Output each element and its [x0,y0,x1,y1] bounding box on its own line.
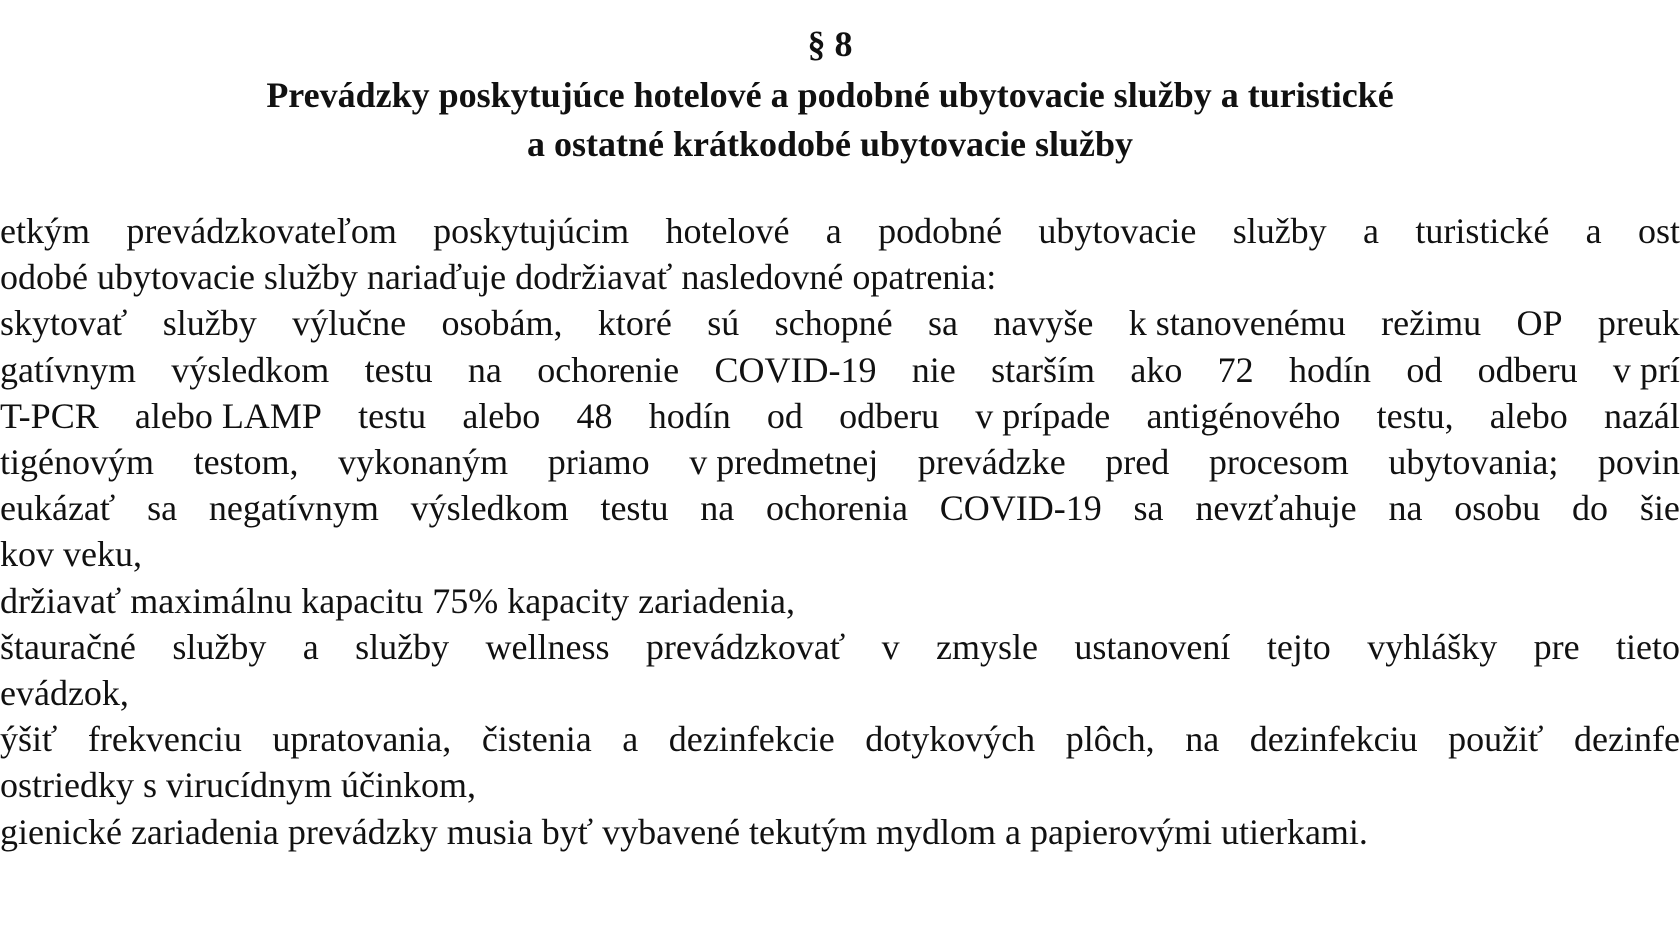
body-word: ochorenie [537,349,680,390]
body-word: ustanovení [1074,626,1231,667]
body-word: ubytovania; [1388,442,1559,482]
body-word: testu [600,488,669,529]
body-word: alebo [462,395,541,436]
body-word: tejto [1266,626,1331,667]
body-word: dezinfekciu [1249,719,1418,760]
body-word: dezinfekcie [668,719,835,760]
body-word: tigénovým [0,442,154,482]
body-line [0,392,1680,441]
body-word: dezinfe [1574,719,1680,760]
body-line: gienické zariadenia prevádzky musia byť vybavené tekutým mydlom a papierovými utierkami. [0,811,1368,852]
body-word: prevádzkovať [645,626,846,667]
body-word: skytovať [0,303,128,344]
body-word: služby [172,626,267,667]
body-word: 72 [1217,349,1254,390]
body-word: v prípade [975,395,1111,436]
body-word: negatívnym [208,488,379,529]
body-line [0,484,1680,533]
body-word: šie [1639,488,1680,529]
body-word: a [825,211,842,251]
body-line: ostriedky s virucídnym účinkom, [0,765,476,806]
body-word: testu [364,349,433,390]
body-word: 48 [576,395,613,436]
body-word: štauračné [0,626,136,667]
body-word: odberu [1477,349,1578,390]
body-word: frekvenciu [87,719,242,760]
body-word: starším [991,349,1096,390]
body-word: výsledkom [410,488,569,529]
body-word: priamo [547,442,650,482]
body-word: ako [1130,349,1183,390]
body-word: plôch, [1065,719,1155,760]
body-word: nie [911,349,956,390]
body-word: T-PCR [0,395,99,436]
body-word: služby [162,303,257,344]
body-word: na [1185,719,1220,760]
body-word: alebo [1489,395,1568,436]
body-word: na [467,349,502,390]
body-word: od [1406,349,1443,390]
body-line: evádzok, [0,673,129,713]
body-line: kov veku, [0,534,142,575]
body-word: OP [1516,303,1563,344]
body-word: wellness [485,626,610,667]
body-line [0,623,1680,672]
body-word: sa [1133,488,1164,529]
body-word: testu, [1376,395,1454,436]
body-line [0,715,1680,764]
body-word: a [302,626,319,667]
body-word: tieto [1615,626,1680,667]
body-word: použiť [1448,719,1544,760]
body-word: turistické [1415,211,1550,251]
body-word: a [622,719,639,760]
body-word: sa [147,488,178,529]
body-word: nazál [1603,395,1680,436]
body-word: osobám, [441,303,563,344]
body-word: sú [707,303,740,344]
body-word: etkým [0,211,90,251]
section-title-line-2: a ostatné krátkodobé ubytovacie služby [526,124,1134,164]
body-word: režimu [1381,303,1482,344]
body-word: gatívnym [0,349,136,390]
body-word: podobné [878,211,1003,251]
body-word: upratovania, [272,719,452,760]
body-word: a [1585,211,1602,251]
body-word: dotykových [865,719,1036,760]
body-word: služby [1232,211,1327,251]
body-line: držiavať maximálnu kapacitu 75% kapacity zariadenia, [0,580,796,621]
body-word: osobu [1454,488,1541,529]
body-word: sa [928,303,959,344]
body-word: ochorenia [766,488,908,529]
body-word: COVID-19 [714,349,877,390]
body-word: povin [1597,442,1680,482]
body-word: v prí [1612,349,1680,390]
body-word: alebo LAMP [134,395,322,436]
body-word: zmysle [936,626,1039,667]
body-word: hotelové [665,211,790,251]
body-line [0,299,1680,348]
body-word: hodín [1288,349,1371,390]
body-word: procesom [1208,442,1349,482]
body-line [0,207,1680,256]
body-word: COVID-19 [939,488,1102,529]
body-word: poskytujúcim [433,211,630,251]
body-word: testom, [193,442,299,482]
body-word: v predmetnej [689,442,879,482]
body-word: a [1363,211,1379,251]
body-word: pre [1533,626,1580,667]
body-word: čistenia [481,719,592,760]
body-word: navyše [993,303,1094,344]
body-word: ubytovacie [1038,211,1197,251]
body-word: ost [1637,211,1680,251]
body-word: k stanovenému [1128,303,1346,344]
body-word: preuk [1597,303,1680,344]
body-word: hodín [648,395,731,436]
body-word: vykonaným [338,442,509,482]
body-word: schopné [774,303,893,344]
body-line: odobé ubytovacie služby nariaďuje dodržiavať nasledovné opatrenia: [0,257,997,298]
body-word: odberu [839,395,940,436]
body-word: ktoré [597,303,672,344]
body-word: na [1388,488,1423,529]
body-word: na [700,488,735,529]
body-word: vyhlášky [1367,626,1498,667]
section-title-line-1: Prevádzky poskytujúce hotelové a podobné ubytovacie služby a turistické [266,75,1394,115]
body-line [0,438,1680,487]
body-word: v [881,626,900,667]
section-number: § 8 [807,24,853,64]
body-word: prevádzke [917,442,1066,482]
body-word: od [766,395,803,436]
body-word: výlučne [292,303,407,344]
body-word: prevádzkovateľom [126,211,397,251]
body-word: pred [1105,442,1170,482]
body-word: eukázať [0,488,116,529]
body-word: do [1572,488,1609,529]
body-word: služby [355,626,450,667]
body-word: ýšiť [0,719,58,760]
body-word: testu [358,395,427,436]
body-line [0,346,1680,395]
body-word: výsledkom [171,349,330,390]
body-word: antigénového [1146,395,1341,436]
body-word: nevzťahuje [1195,488,1357,529]
